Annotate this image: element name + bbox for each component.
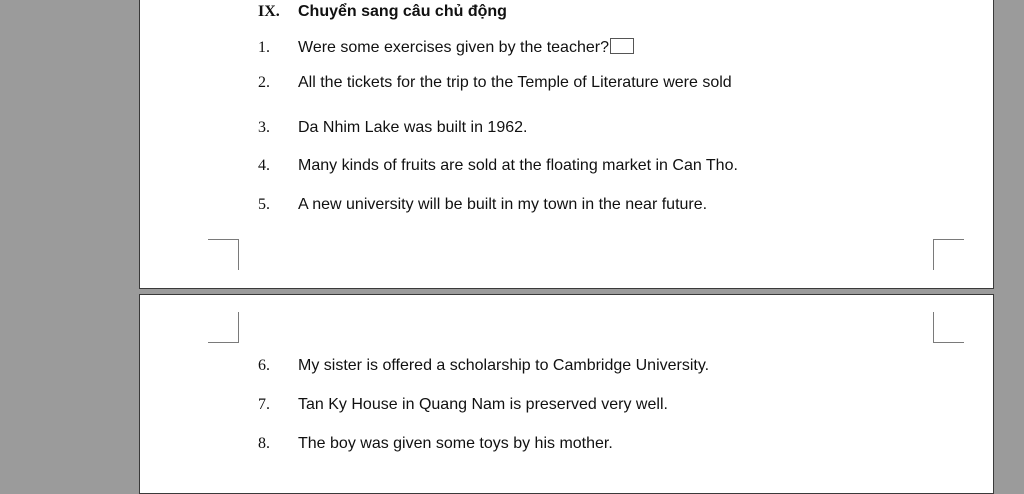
document-page-2 — [139, 294, 994, 494]
exercise-item-4 — [258, 157, 738, 175]
margin-corner-mark — [208, 312, 239, 343]
text-cursor-box[interactable] — [610, 38, 634, 54]
item-number: 4. — [258, 157, 270, 174]
exercise-item-6 — [258, 357, 709, 375]
item-text: A new university will be built in my town in the near future. — [298, 196, 708, 213]
item-number: 1. — [258, 39, 270, 56]
section-heading — [258, 3, 507, 21]
item-number: 7. — [258, 396, 270, 413]
exercise-item-2 — [258, 74, 732, 92]
item-number: 5. — [258, 196, 270, 213]
item-text: My sister is offered a scholarship to Cambridge University. — [298, 357, 710, 374]
margin-corner-mark — [933, 239, 964, 270]
section-number: IX. — [258, 3, 280, 20]
item-number: 6. — [258, 357, 270, 374]
exercise-item-3 — [258, 119, 527, 137]
section-title: Chuyển sang câu chủ động — [298, 3, 507, 20]
document-page-1 — [139, 0, 994, 289]
item-text: All the tickets for the trip to the Temple of Literature were sold — [298, 74, 732, 91]
item-number: 3. — [258, 119, 270, 136]
exercise-item-8 — [258, 435, 613, 453]
margin-corner-mark — [208, 239, 239, 270]
item-text: The boy was given some toys by his mother. — [298, 435, 613, 452]
exercise-item-7 — [258, 396, 668, 414]
item-number: 8. — [258, 435, 270, 452]
item-text: Da Nhim Lake was built in 1962. — [298, 119, 528, 136]
item-text: Tan Ky House in Quang Nam is preserved very well. — [298, 396, 668, 413]
item-number: 2. — [258, 74, 270, 91]
margin-corner-mark — [933, 312, 964, 343]
item-text: Were some exercises given by the teacher? — [298, 39, 609, 56]
item-text: Many kinds of fruits are sold at the floating market in Can Tho. — [298, 157, 738, 174]
exercise-item-1 — [258, 39, 634, 57]
exercise-item-5 — [258, 196, 707, 214]
